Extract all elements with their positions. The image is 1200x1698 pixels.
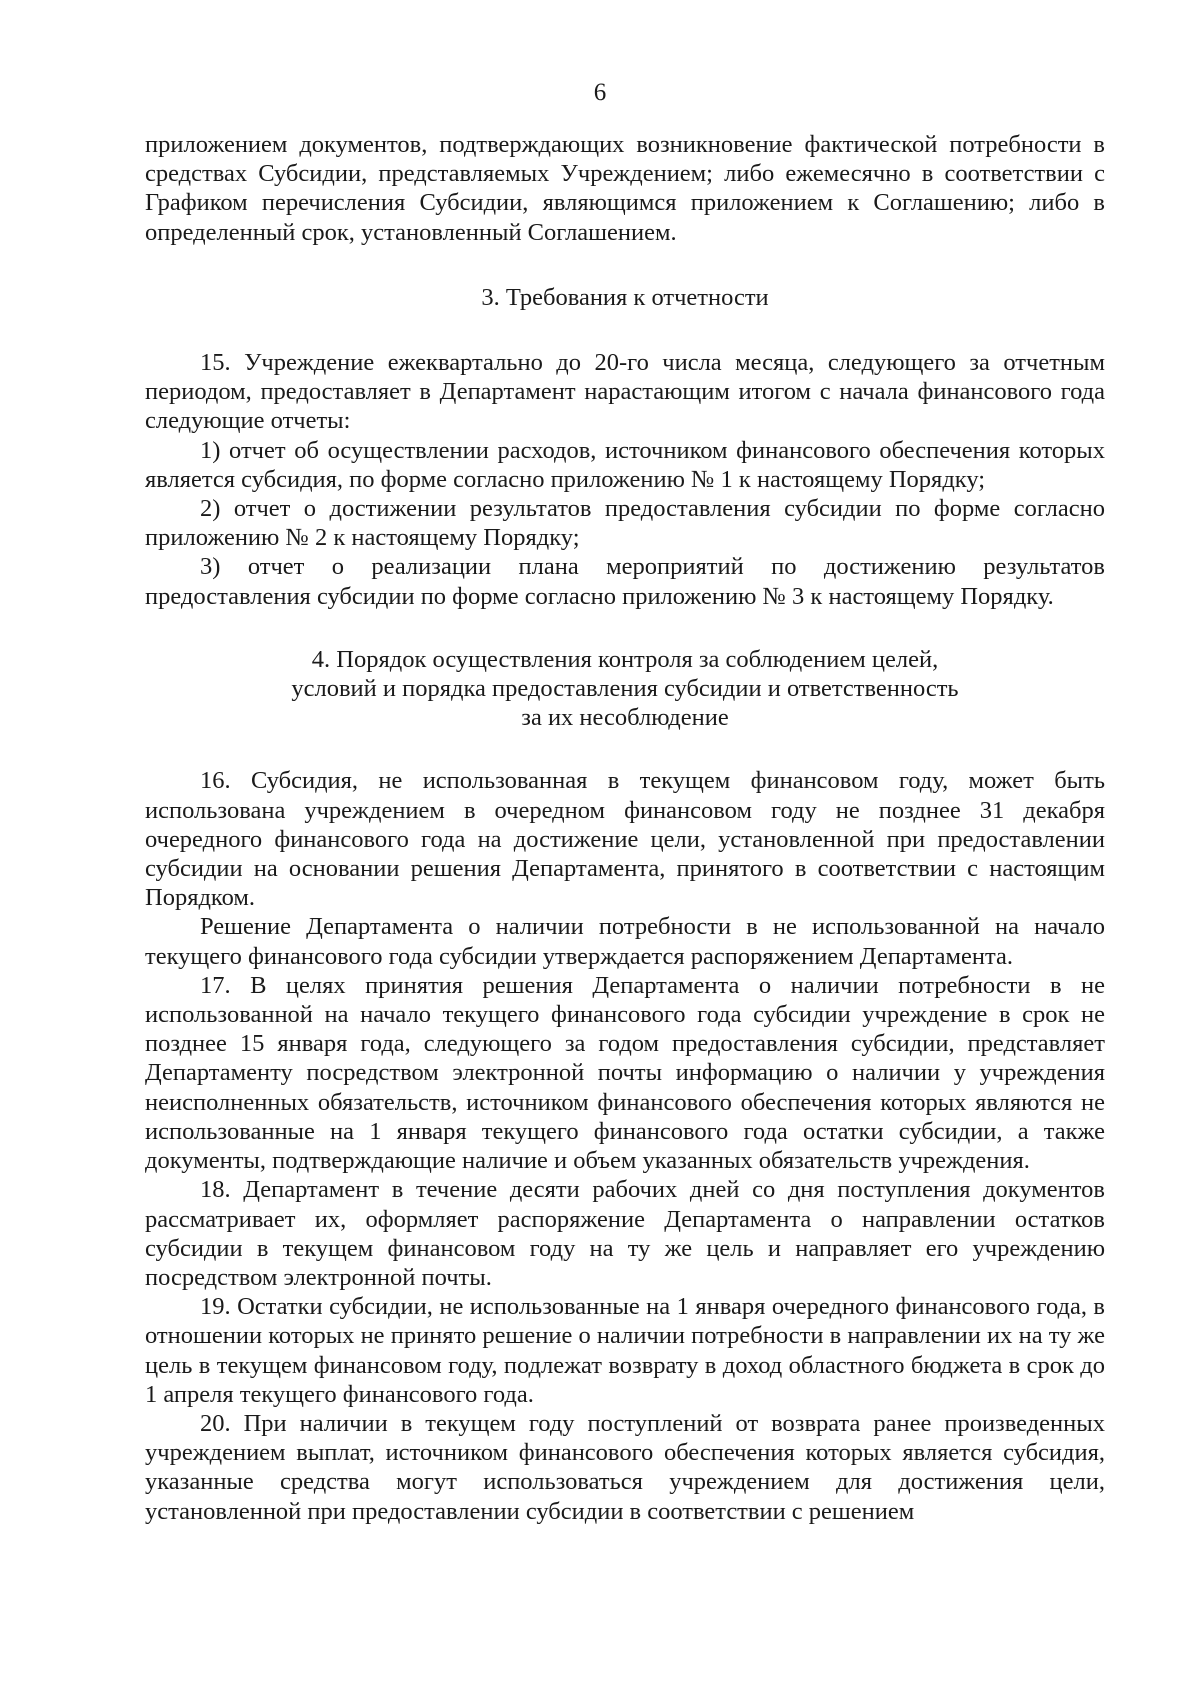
paragraph-20: 20. При наличии в текущем году поступлений от возврата ранее произведенных учреждением выплат, источником финансового обеспечения которых является субсидия, указанные средства могут использоваться учреждением для достижения цели, установленной при предоставлении субсидии в соответствии с решением	[145, 1409, 1105, 1525]
paragraph-19: 19. Остатки субсидии, не использованные на 1 января очередного финансового года, в отношении которых не принято решение о наличии потребности в направлении их на ту же цель в текущем финансовом году, подлежат возврату в доход областного бюджета в срок до 1 апреля текущего финансового года.	[145, 1293, 1105, 1408]
page-number: 6	[593, 79, 607, 106]
paragraph-15: 15. Учреждение ежеквартально до 20-го числа месяца, следующего за отчетным периодом, предоставляет в Департамент нарастающим итогом с начала финансового года следующие отчеты:	[145, 349, 1105, 435]
paragraph-16-decision: Решение Департамента о наличии потребности в не использованной на начало текущего финансового года субсидии утверждается распоряжением Департамента.	[145, 913, 1105, 970]
paragraph-17: 17. В целях принятия решения Департамента о наличии потребности в не использованной на начало текущего финансового года субсидии учреждение в срок не позднее 15 января года, следующего за годом предоставления субсидии, представляет Департаменту посредством электронной почты информацию о наличии у учреждения неисполненных обязательств, источником финансового обеспечения которых являются не использованные на 1 января текущего финансового года остатки субсидии, а также документы, подтверждающие наличие и объем указанных обязательств учреждения.	[145, 971, 1105, 1175]
list-item-1: 1) отчет об осуществлении расходов, источником финансового обеспечения которых является субсидия, по форме согласно приложению № 1 к настоящему Порядку;	[145, 436, 1105, 493]
section-4-heading-line-2: условий и порядка предоставления субсидии и ответственность	[291, 675, 959, 703]
list-item-2: 2) отчет о достижении результатов предоставления субсидии по форме согласно приложению № 2 к настоящему Порядку;	[145, 495, 1105, 552]
paragraph-16: 16. Субсидия, не использованная в текущем финансовом году, может быть использована учреждением в очередном финансовом году не позднее 31 декабря очередного финансового года на достижение цели, установленной при предоставлении субсидии на основании решения Департамента, принятого в соответствии с настоящим Порядком.	[145, 767, 1105, 912]
intro-paragraph: приложением документов, подтверждающих возникновение фактической потребности в средствах Субсидии, представляемых Учреждением; либо ежемесячно в соответствии с Графиком перечисления Субсидии, являющимся приложением к Соглашению; либо в определенный срок, установленный Соглашением.	[145, 131, 1105, 246]
section-4-heading-line-1: 4. Порядок осуществления контроля за соблюдением целей,	[311, 645, 939, 673]
section-3-heading: 3. Требования к отчетности	[481, 283, 769, 311]
section-4-heading	[145, 645, 1105, 733]
document-body	[145, 130, 1105, 1526]
paragraph-18: 18. Департамент в течение десяти рабочих дней со дня поступления документов рассматривает их, оформляет распоряжение Департамента о направлении остатков субсидии в текущем финансовом году на ту же цель и направляет его учреждению посредством электронной почты.	[145, 1176, 1105, 1291]
list-item-3: 3) отчет о реализации плана мероприятий по достижению результатов предоставления субсидии по форме согласно приложению № 3 к настоящему Порядку.	[145, 553, 1105, 610]
section-4-heading-line-3: за их несоблюдение	[521, 704, 729, 732]
